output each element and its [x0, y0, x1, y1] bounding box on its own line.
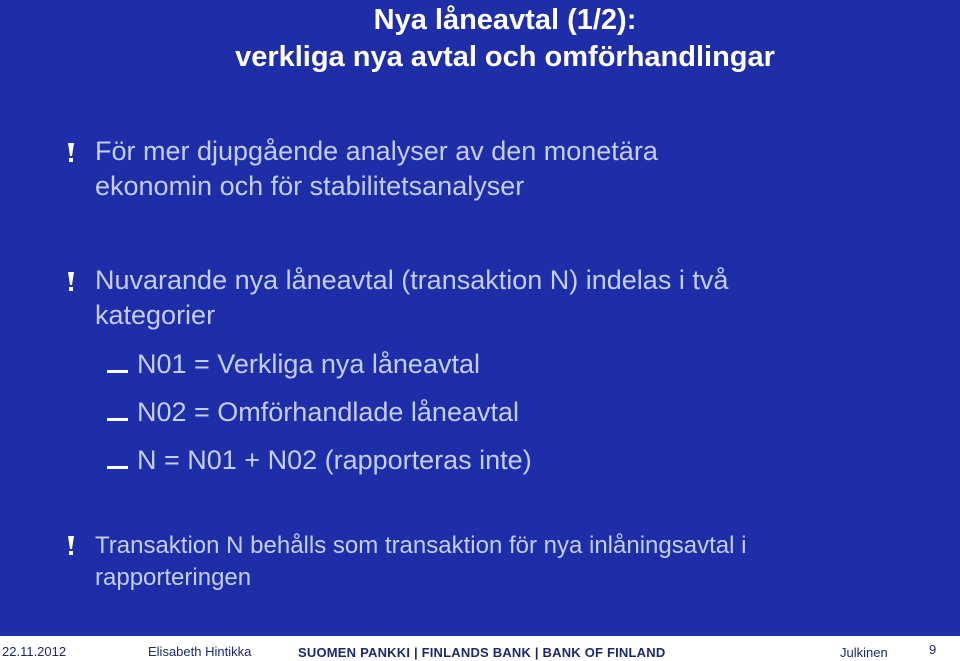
bullet-2-line-1: Nuvarande nya låneavtal (transaktion N) indelas i två	[95, 265, 729, 295]
exclamation-icon	[66, 536, 76, 556]
footer-bank-name: SUOMEN PANKKI | FINLANDS BANK | BANK OF FINLAND	[298, 645, 666, 660]
bullet-2-line-2: kategorier	[95, 300, 216, 330]
footer-classification: Julkinen	[840, 645, 888, 660]
bullet-3-line-2: rapporteringen	[95, 564, 252, 591]
bullet-2	[95, 263, 935, 333]
subitem-n: N = N01 + N02 (rapporteras inte)	[137, 445, 532, 475]
exclamation-icon	[66, 272, 76, 292]
title-line-2: verkliga nya avtal och omförhandlingar	[235, 41, 775, 73]
bullet-3-line-1: Transaktion N behålls som transaktion för nya inlåningsavtal i	[95, 532, 747, 559]
dash-icon	[107, 370, 128, 373]
bullet-3	[95, 530, 935, 594]
title-line-1: Nya låneavtal (1/2):	[373, 4, 637, 36]
bullet-1	[95, 134, 935, 204]
dash-icon	[107, 418, 128, 421]
footer-author: Elisabeth Hintikka	[148, 644, 252, 659]
dash-icon	[107, 466, 128, 469]
footer-date: 22.11.2012	[2, 644, 67, 659]
bullet-1-line-1: För mer djupgående analyser av den monetära	[95, 136, 658, 166]
subitem-n01: N01 = Verkliga nya låneavtal	[137, 349, 480, 379]
exclamation-icon	[66, 143, 76, 163]
footer-page-number: 9	[929, 642, 937, 657]
slide-footer	[0, 636, 960, 661]
subitem-n02: N02 = Omförhandlade låneavtal	[137, 397, 519, 427]
bullet-1-line-2: ekonomin och för stabilitetsanalyser	[95, 171, 525, 201]
